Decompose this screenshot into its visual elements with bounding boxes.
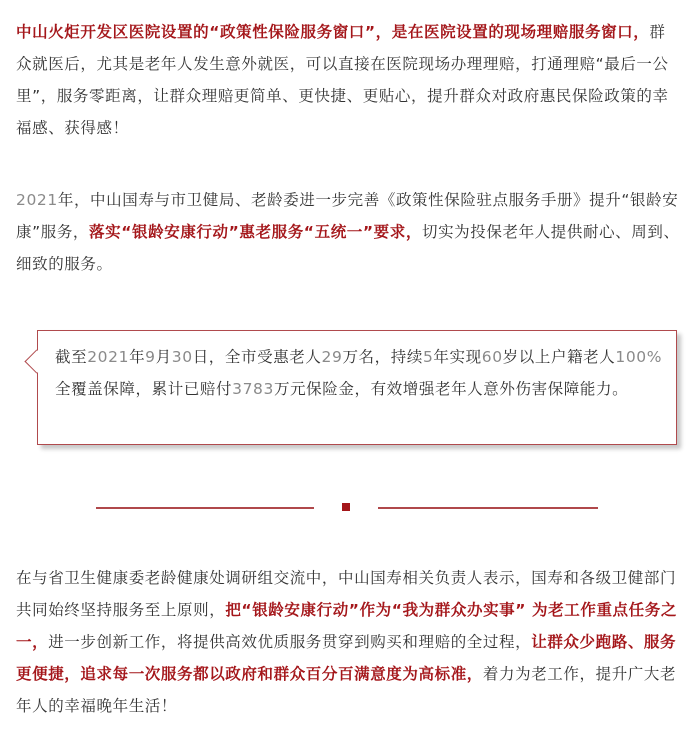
highlight-text: 落实“银龄安康行动”惠老服务“五统一”要求， (89, 223, 422, 241)
body-text: 年实现 (433, 348, 482, 366)
number-text: 5 (422, 348, 434, 366)
body-text: 岁以上户籍老人 (502, 348, 616, 366)
body-text: 万名，持续 (342, 348, 423, 366)
number-text: 9 (145, 348, 156, 366)
number-text: 29 (321, 348, 343, 366)
paragraph-window-service (16, 16, 680, 144)
body-text: 着力为老工作，提升广大老年人的幸福晚年生活！ (16, 665, 677, 715)
body-text: 万元保险金，有效增强老年人意外伤害保障能力。 (273, 380, 629, 398)
number-text: 100% (615, 348, 663, 366)
body-text: 全覆盖保障，累计已赔付 (55, 380, 233, 398)
body-text: 截至 (55, 348, 88, 366)
body-text: 日，全市受惠老人 (192, 348, 322, 366)
highlight-text: 把“银龄安康行动”作为“我为群众办实事” 为老工作重点任务之一， (16, 601, 677, 651)
divider-dot (342, 503, 350, 511)
highlight-text: 中山火炬开发区医院设置的“政策性保险服务窗口”，是在医院设置的现场理赔服务窗口， (16, 23, 650, 41)
paragraph-exchange (16, 562, 680, 722)
body-text: 年，中山国寿与市卫健局、老龄委进一步完善《政策性保险驻点服务手册》提升“银龄安康”服务， (16, 191, 679, 241)
callout-box (37, 330, 677, 445)
body-text: 切实为投保老年人提供耐心、周到、细致的服务。 (16, 223, 680, 273)
number-text: 30 (171, 348, 193, 366)
paragraph-2021-handbook (16, 184, 680, 280)
body-text: 在与省卫生健康委老龄健康处调研组交流中，中山国寿相关负责人表示，国寿和各级卫健部门共同始终坚持服务至上原则， (16, 569, 677, 619)
body-text: 月 (155, 348, 172, 366)
body-text: 进一步创新工作，将提供高效优质服务贯穿到购买和理赔的全过程， (48, 633, 532, 651)
number-text: 2021 (87, 348, 130, 366)
highlight-text: 让群众少跑路、服务更便捷，追求每一次服务都以政府和群众百分百满意度为高标准， (16, 633, 677, 683)
number-text: 3783 (232, 380, 274, 398)
divider-line-left (96, 507, 314, 509)
divider-line-right (378, 507, 598, 509)
callout-notch (24, 349, 48, 373)
callout-text (55, 341, 665, 405)
number-text: 2021 (16, 191, 58, 209)
body-text: 群众就医后，尤其是老年人发生意外就医，可以直接在医院现场办理理赔，打通理赔“最后一公里”，服务零距离，让群众理赔更简单、更快捷、更贴心，提升群众对政府惠民保险政策的幸福感、获得感！ (16, 23, 669, 137)
number-text: 60 (481, 348, 503, 366)
body-text: 年 (129, 348, 146, 366)
